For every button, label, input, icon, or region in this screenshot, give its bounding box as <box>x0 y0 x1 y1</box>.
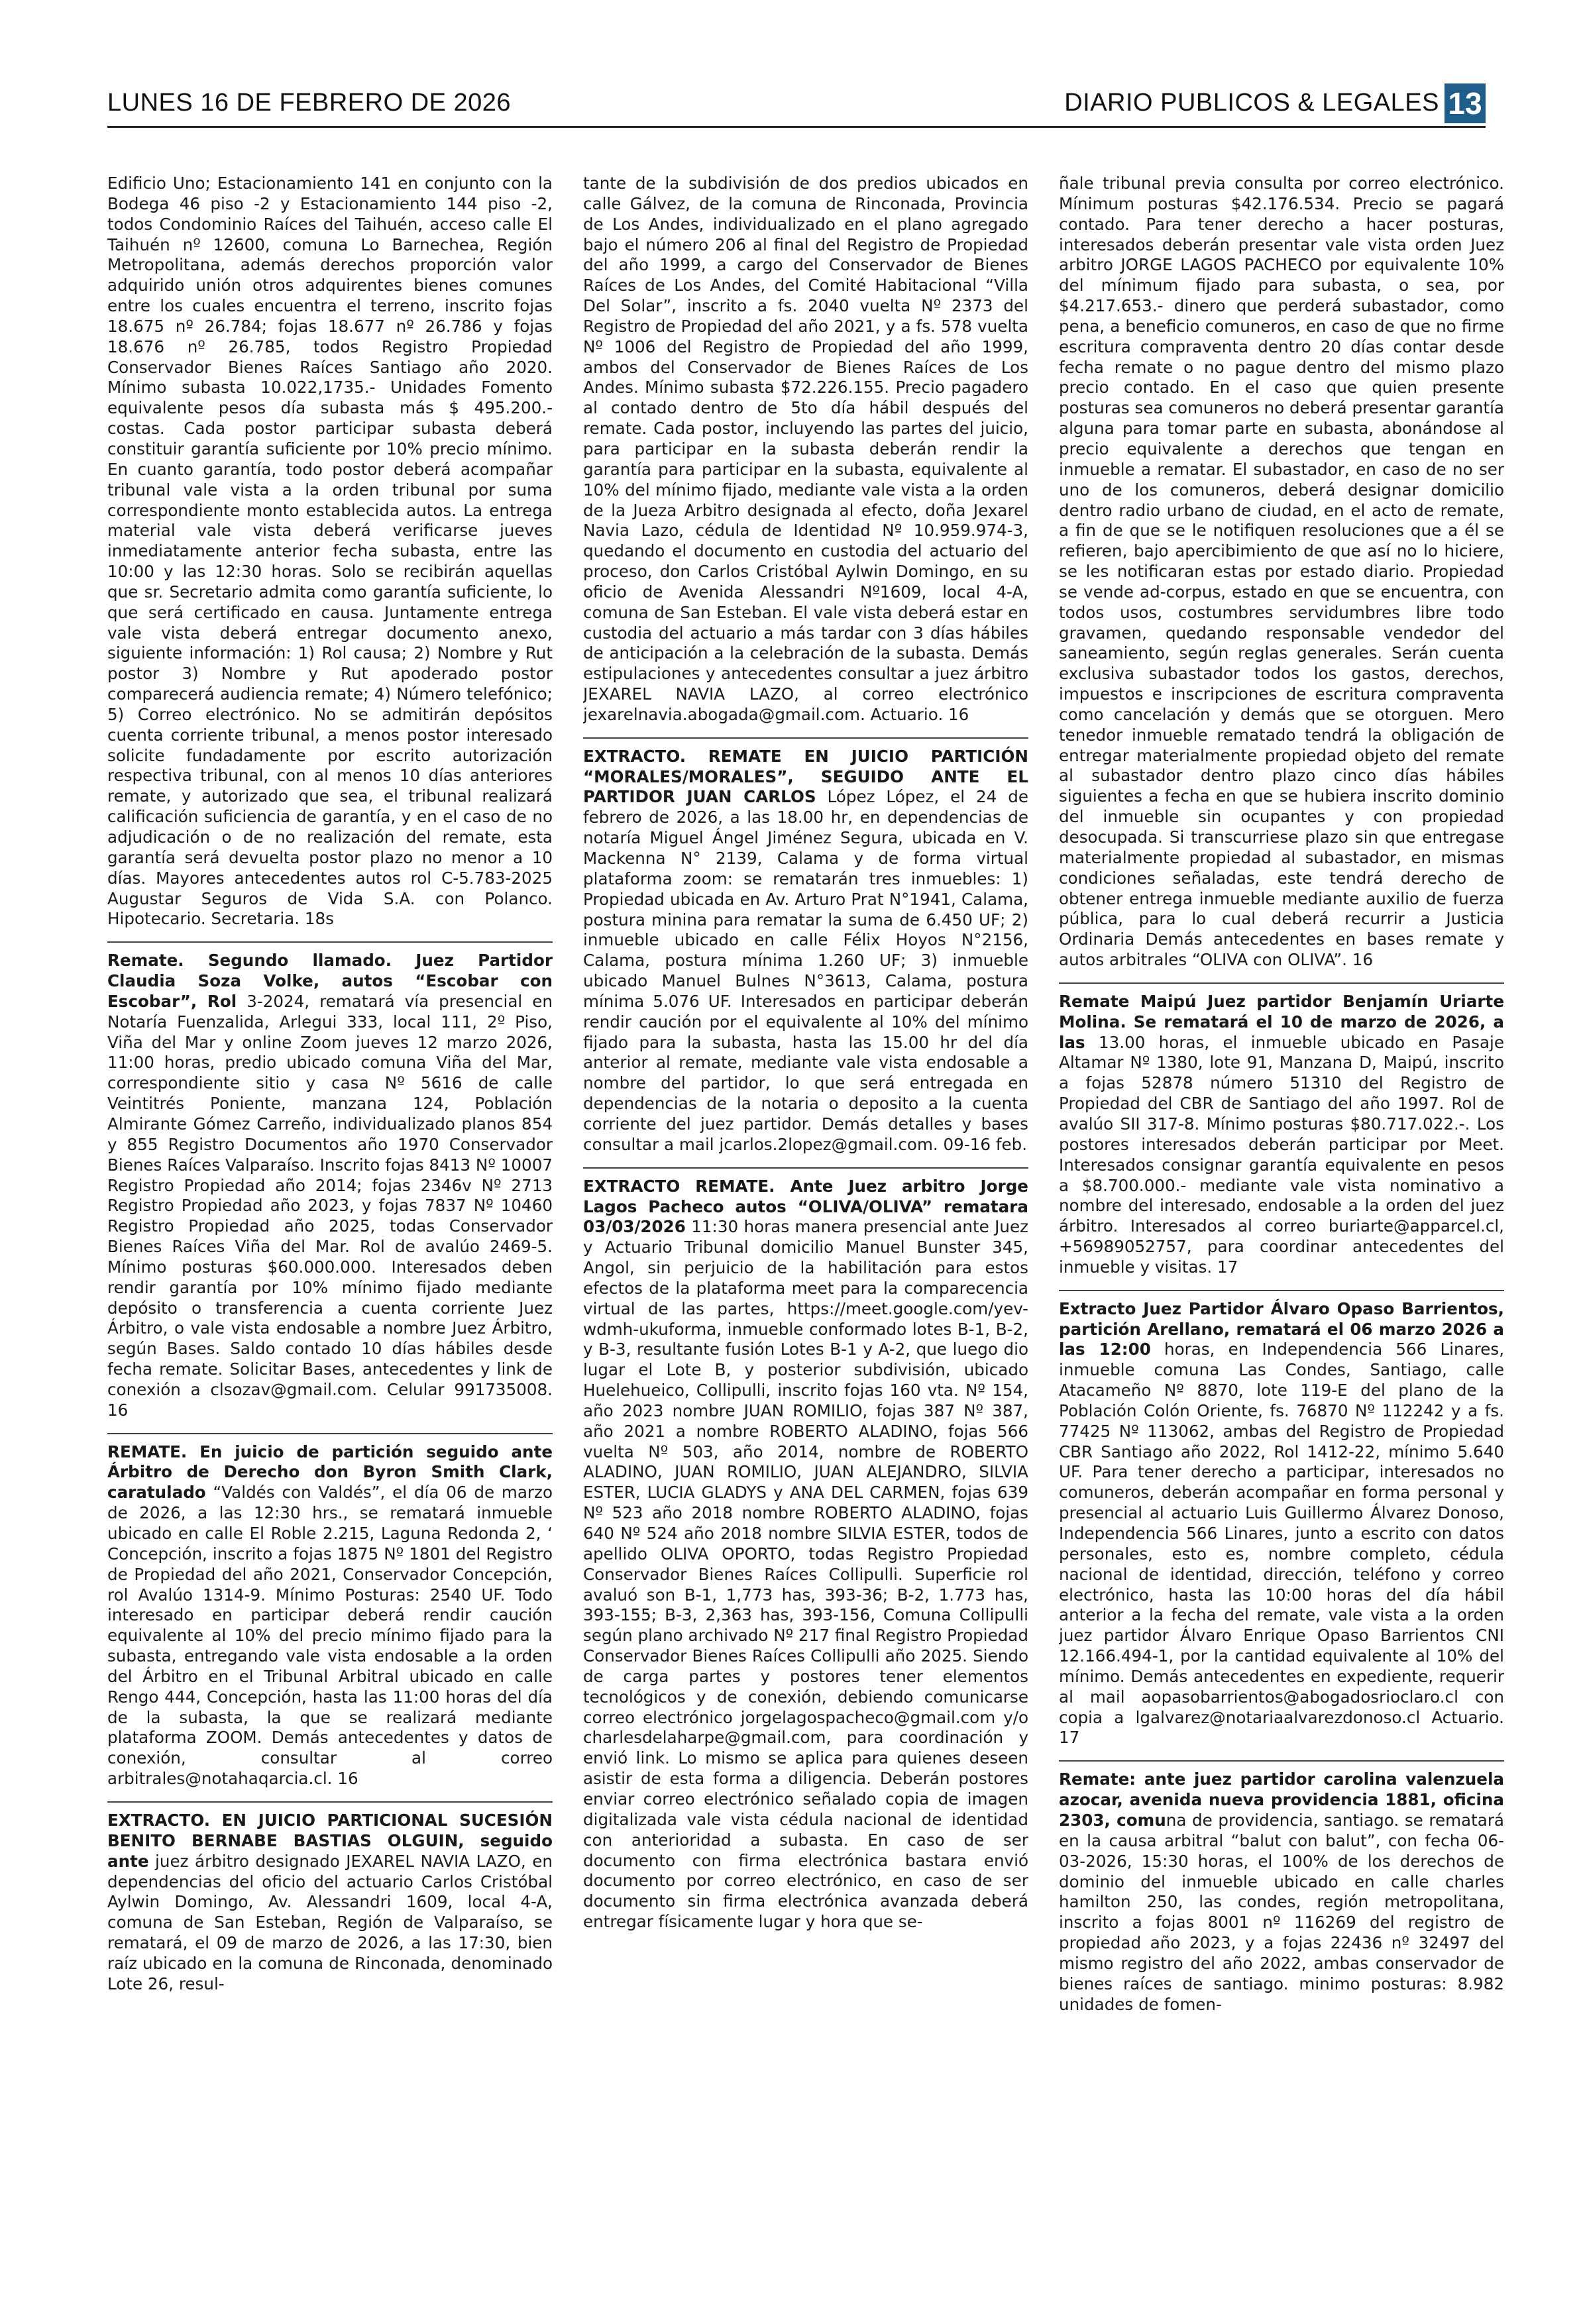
legal-notice <box>1059 174 1504 978</box>
notice-lead: Remate. Segundo llamado. Juez Partidor Claudia Soza Volke, autos “Escobar con Escobar”, Rol <box>107 951 553 1011</box>
header-date: LUNES 16 DE FEBRERO DE 2026 <box>107 89 512 117</box>
legal-notice <box>107 1801 553 2003</box>
legal-notice <box>107 174 553 937</box>
notice-lead: EXTRACTO. REMATE EN JUICIO PARTICIÓN “MORALES/MORALES”, SEGUIDO ANTE EL PARTIDOR JUAN CARLOS <box>583 746 1028 807</box>
page-number-badge: 13 <box>1445 83 1486 123</box>
legal-notice <box>583 737 1028 1163</box>
notice-body: juez árbitro designado JEXAREL NAVIA LAZO, en dependencias del oficio del actuario Carlos Cristóbal Aylwin Domingo, Av. Alessandri 1609, local 4-A, comuna de San Esteban, Región de Valparaíso, se rematará, el 09 de marzo de 2026, a las 17:30, bien raíz ubicado en la comuna de Rinconada, denominado Lote 26, resul- <box>107 1851 553 1993</box>
page-header <box>107 85 1486 128</box>
notice-lead: Remate: ante juez partidor carolina valenzuela azocar, avenida nueva providencia 1881, oficina 2303, comu <box>1059 1769 1504 1830</box>
publication-name: DIARIO PUBLICOS & LEGALES <box>1064 89 1439 117</box>
notice-body: López López, el 24 de febrero de 2026, a las 18.00 hr, en dependencias de notaría Miguel Ángel Jiménez Segura, ubicada en V. Mackenna N° 2139, Calama y de forma virtual plataforma zoom: se rematarán tres inmuebles: 1) Propiedad ubicada en Av. Arturo Prat N°1941, Calama, postura minina para rematar la suma de 6.450 UF; 2) inmueble ubicado en calle Félix Hoyos N°2156, Calama, postura mínima 1.260 UF; 3) inmueble ubicado Manuel Bulnes N°3613, Calama, postura mínima 5.076 UF. Interesados en participar deberán rendir caución por el equivalente al 10% del mínimo fijado para la subasta, hasta las 15.00 hr del día anterior al remate, mediante vale vista endosable a nombre del partidor, lo que será entregada en dependencias de la notaria o deposito a la cuenta corriente del juez partidor. Demás detalles y bases consultar a mail jcarlos.2lopez@gmail.com. 09-16 feb. <box>583 787 1028 1154</box>
notice-body: “Valdés con Valdés”, el día 06 de marzo de 2026, a las 12:30 hrs., se rematará inmueble ubicado en calle El Roble 2.215, Laguna Redonda 2, ‘ Concepción, inscrito a fojas 1875 Nº 1801 del Registro de Propiedad del año 2021, Conservador Concepción, rol Avalúo 1314-9. Mínimo Posturas: 2540 UF. Todo interesado en participar deberá rendir caución equivalente al 10% del precio mínimo fijado para la subasta, entregando vale vista endosable a la orden del Árbitro en el Tribunal Arbitral ubicado en calle Rengo 444, Concepción, hasta las 11:00 horas del día de la subasta, la que se realizará mediante plataforma ZOOM. Demás antecedentes y datos de conexión, consultar al correo arbitrales@notahaqarcia.cl. 16 <box>107 1483 553 1789</box>
notice-lead: EXTRACTO REMATE. Ante Juez arbitro Jorge Lagos Pacheco autos “OLIVA/OLIVA” rematara 03/03/2026 <box>583 1176 1028 1237</box>
notice-body: tante de la subdivisión de dos predios ubicados en calle Gálvez, de la comuna de Rinconada, Provincia de Los Andes, individualizado en el plano agregado bajo el número 206 al final del Registro de Propiedad del año 1999, a cargo del Conservador de Bienes Raíces de Los Andes, del Comité Habitacional “Villa Del Solar”, inscrito a fs. 2040 vuelta Nº 2373 del Registro de Propiedad del año 2021, y a fs. 578 vuelta Nº 1006 del Registro de Propiedad del año 1999, ambos del Conservador de Bienes Raíces de Los Andes. Mínimo subasta $72.226.155. Precio pagadero al contado dentro de 5to día hábil después del remate. Cada postor, incluyendo las partes del juicio, para participar en la subasta deberán rendir la garantía para participar en la subasta, equivalente al 10% del mínimo fijado, mediante vale vista a la orden de la Jueza Arbitro designada al efecto, doña Jexarel Navia Lazo, cédula de Identidad Nº 10.959.974-3, quedando el documento en custodia del actuario del proceso, don Carlos Cristóbal Aylwin Domingo, en su oficio de Avenida Alessandri Nº1609, local 4-A, comuna de San Esteban. El vale vista deberá estar en custodia del actuario a más tardar con 3 días hábiles de anticipación a la celebración de la subasta. Demás estipulaciones y antecedentes consultar a juez árbitro JEXAREL NAVIA LAZO, al correo electrónico jexarelnavia.abogada@gmail.com. Actuario. 16 <box>583 174 1028 724</box>
notice-body: horas, en Independencia 566 Linares, inmueble comuna Las Condes, Santiago, calle Atacameño Nº 8870, lote 119-E del plano de la Población Colón Oriente, fs. 76870 Nº 112242 y a fs. 77425 Nº 113062, ambas del Registro de Propiedad CBR Santiago año 2022, Rol 1412-22, mínimo 5.640 UF. Para tener derecho a participar, interesados no comuneros, deberán acompañar en forma personal y presencial al actuario Luis Guillermo Álvarez Donoso, Independencia 566 Linares, junto a escrito con datos personales, esto es, nombre completo, cédula nacional de identidad, dirección, teléfono y correo electrónico, hasta las 10:00 horas del día hábil anterior a la fecha del remate, vale vista a la orden juez partidor Álvaro Enrique Opaso Barrientos CNI 12.166.494-1, por la cantidad equivalente al 10% del mínimo. Demás antecedentes en expediente, requerir al mail aopasobarrientos@abogadosrioclaro.cl con copia a lgalvarez@notariaalvarezdonoso.cl Actuario. 17 <box>1059 1340 1504 1748</box>
notice-lead: EXTRACTO. EN JUICIO PARTICIONAL SUCESIÓN BENITO BERNABE BASTIAS OLGUIN, seguido ante <box>107 1810 553 1871</box>
column-2 <box>583 174 1028 2294</box>
legal-notice <box>1059 1290 1504 1757</box>
legal-notice <box>107 1433 553 1797</box>
legal-notice <box>1059 982 1504 1286</box>
legal-notice <box>1059 1760 1504 2023</box>
notice-lead: Extracto Juez Partidor Álvaro Opaso Barrientos, partición Arellano, rematará el 06 marzo 2026 a las 12:00 <box>1059 1298 1504 1359</box>
notice-lead: Remate Maipú Juez partidor Benjamín Uriarte Molina. Se rematará el 10 de marzo de 2026, a las <box>1059 991 1504 1052</box>
legal-notice <box>107 941 553 1428</box>
legal-notice <box>583 1167 1028 1940</box>
notice-body: 13.00 horas, el inmueble ubicado en Pasaje Altamar Nº 1380, lote 91, Manzana D, Maipú, inscrito a fojas 52878 número 51310 del Registro de Propiedad del CBR de Santiago del año 1997. Rol de avalúo SII 317-8. Mínimo posturas $80.717.022.-. Los postores interesados deberán participar por Meet. Interesados consignar garantía equivalente en pesos a $8.700.000.- mediante vale vista nominativo a nombre del interesado, endosable a la orden del juez árbitro. Interesados al correo buriarte@apparcel.cl, +56989052757, para coordinar antecedentes del inmueble y visitas. 17 <box>1059 1032 1504 1277</box>
notice-body: 3-2024, rematará vía presencial en Notaría Fuenzalida, Arlegui 333, local 111, 2º Piso, Viña del Mar y online Zoom jueves 12 marzo 2026, 11:00 horas, predio ubicado comuna Viña del Mar, correspondiente sitio y casa Nº 5616 de calle Veintitrés Poniente, manzana 124, Población Almirante Gómez Carreño, individualizado planos 854 y 855 Registro Documentos año 1970 Conservador Bienes Raíces Valparaíso. Inscrito fojas 8413 Nº 10007 Registro Propiedad año 2014; fojas 2346v Nº 2713 Registro Propiedad año 2023, y fojas 7837 Nº 10460 Registro Propiedad año 2025, todas Conservador Bienes Raíces Viña del Mar. Rol de avalúo 2469-5. Mínimo posturas $60.000.000. Interesados deben rendir garantía por 10% mínimo fijado mediante depósito o transferencia a cuenta corriente Juez Árbitro, o vale vista endosable a nombre Juez Árbitro, según Bases. Saldo contado 10 días hábiles desde fecha remate. Solicitar Bases, antecedentes y link de conexión a clsozav@gmail.com. Celular 991735008. 16 <box>107 991 553 1420</box>
notice-body: Edificio Uno; Estacionamiento 141 en conjunto con la Bodega 46 piso -2 y Estacionamiento 144 piso -2, todos Condominio Raíces del Taihuén, acceso calle El Taihuén nº 12600, comuna Lo Barnechea, Región Metropolitana, además derechos proporción valor adquirido unión otros adquirentes bienes comunes entre los cuales encuentra el terreno, inscrito fojas 18.675 nº 26.784; fojas 18.677 nº 26.786 y fojas 18.676 nº 26.785, todos Registro Propiedad Conservador Bienes Raíces Santiago año 2020. Mínimo subasta 10.022,1735.- Unidades Fomento equivalente pesos día subasta más $ 495.200.- costas. Cada postor participar subasta deberá constituir garantía suficiente por 10% precio mínimo. En cuanto garantía, todo postor deberá acompañar tribunal vale vista a la orden tribunal por suma correspondiente monto establecida autos. La entrega material vale vista deberá verificarse jueves inmediatamente anterior fecha subasta, entre las 10:00 y las 12:30 horas. Solo se recibirán aquellas que sr. Secretario admita como garantía suficiente, lo que será certificado en causa. Juntamente entrega vale vista deberá entregar documento anexo, siguiente información: 1) Rol causa; 2) Nombre y Rut postor 3) Nombre y Rut apoderado postor comparecerá audiencia remate; 4) Número telefónico; 5) Correo electrónico. No se admitirán depósitos cuenta corriente tribunal, a menos postor interesado solicite fundadamente por escrito autorización respectiva tribunal, con al menos 10 días anteriores remate, y autorizado que sea, el tribunal realizará calificación suficiencia de garantía, y en el caso de no adjudicación o de no realización del remate, esta garantía será devuelta postor plazo no menor a 10 días. Mayores antecedentes autos rol C-5.783-2025 Augustar Seguros de Vida S.A. con Polanco. Hipotecario. Secretaria. 18s <box>107 174 553 929</box>
notice-body: 11:30 horas manera presencial ante Juez y Actuario Tribunal domicilio Manuel Bunster 345, Angol, sin perjuicio de la habilitación para estos efectos de la plataforma meet para la comparecencia virtual de las partes, https://meet.google.com/yev-wdmh-ukuforma, inmueble conformado lotes B-1, B-2, y B-3, resultante fusión Lotes B-1 y A-2, que luego dio lugar el Lote B, y posterior subdivisión, ubicado Huelehueico, Collipulli, inscrito fojas 160 vta. Nº 154, año 2023 nombre JUAN ROMILIO, fojas 387 Nº 387, año 2021 a nombre ROBERTO ALADINO, fojas 566 vuelta Nº 503, año 2014, nombre de ROBERTO ALADINO, JUAN ROMILIO, JUAN ALEJANDRO, SILVIA ESTER, LUCIA GLADYS y ANA DEL CARMEN, fojas 639 Nº 523 año 2018 nombre ROBERTO ALADINO, fojas 640 Nº 524 año 2018 nombre SILVIA ESTER, todos de apellido OLIVA OPORTO, todas Registro Propiedad Conservador Bienes Raíces Collipulli. Superficie rol avaluó son B-1, 1,773 has, 393-36; B-2, 1.773 has, 393-155; B-3, 2,363 has, 393-156, Comuna Collipulli según plano archivado Nº 217 final Registro Propiedad Conservador Bienes Raíces Collipulli año 2025. Siendo de carga partes y postores tener elementos tecnológicos y de conexión, debiendo comunicarse correo electrónico jorgelagospacheco@gmail.com y/o charlesdelaharpe@gmail.com, para coordinación y envió link. Lo mismo se aplica para quienes deseen asistir de esta forma a diligencia. Deberán postores enviar correo electrónico señalado copia de imagen digitalizada vale vista cédula nacional de identidad con anterioridad a subasta. En caso de ser documento con firma electrónica bastara envió documento por correo electrónico, en caso de ser documento sin firma electrónica avanzada deberá entregar físicamente lugar y hora que se- <box>583 1217 1028 1932</box>
notice-lead: REMATE. En juicio de partición seguido ante Árbitro de Derecho don Byron Smith Clark, caratulado <box>107 1442 553 1503</box>
notice-body: na de providencia, santiago. se rematará en la causa arbitral “balut con balut”, con fecha 06-03-2026, 15:30 horas, el 100% de los derechos de dominio del inmueble ubicado en calle charles hamilton 250, las condes, región metropolitana, inscrito a fojas 8001 nº 116269 del registro de propiedad año 2023, y a fojas 22436 nº 32497 del mismo registro del año 2022, ambas conservador de bienes raíces de santiago. minimo posturas: 8.982 unidades de fomen- <box>1059 1810 1504 2014</box>
column-1 <box>107 174 553 2294</box>
column-3 <box>1059 174 1504 2294</box>
notice-body: ñale tribunal previa consulta por correo electrónico. Mínimum posturas $42.176.534. Precio se pagará contado. Para tener derecho a hacer posturas, interesados deberán presentar vale vista orden Juez arbitro JORGE LAGOS PACHECO por equivalente 10% del mínimum fijado para subasta, o sea, por $4.217.653.- dinero que perderá subastador, como pena, a beneficio comuneros, en caso de que no firme escritura compraventa dentro 20 días contar desde fecha remate o no pague dentro del mismo plazo precio contado. En el caso que quien presente posturas sea comuneros no deberá presentar garantía alguna para tomar parte en subasta, abonándose al precio equivalente a derechos que tengan en inmueble a rematar. El subastador, en caso de no ser uno de los comuneros, deberá designar domicilio dentro radio urbano de ciudad, en el acto de remate, a fin de que se le notifiquen resoluciones que a él se refieren, bajo apercibimiento de que así no lo hiciere, se les notificaran estas por estado diario. Propiedad se vende ad-corpus, estado en que se encuentra, con todos usos, costumbres servidumbres libre todo gravamen, quedando responsable vendedor del saneamiento, según reglas generales. Serán cuenta exclusiva subastador todos los gastos, derechos, impuestos e inscripciones de escritura compraventa como cancelación y demás que se otorguen. Mero tenedor inmueble rematado tendrá la obligación de entregar materialmente propiedad objeto del remate al subastador dentro plazo cinco días hábiles siguientes a fecha en que se hubiera inscrito dominio del inmueble sin ocupantes y con propiedad desocupada. Si transcurriese plazo sin que entregase materialmente propiedad al subastador, en mismas condiciones señaladas, este tendrá derecho de obtener entrega inmueble mediante auxilio de fuerza pública, para lo cual deberá recurrir a Justicia Ordinaria Demás antecedentes en bases remate y autos arbitrales “OLIVA con OLIVA”. 16 <box>1059 174 1504 970</box>
legal-notice <box>583 174 1028 733</box>
